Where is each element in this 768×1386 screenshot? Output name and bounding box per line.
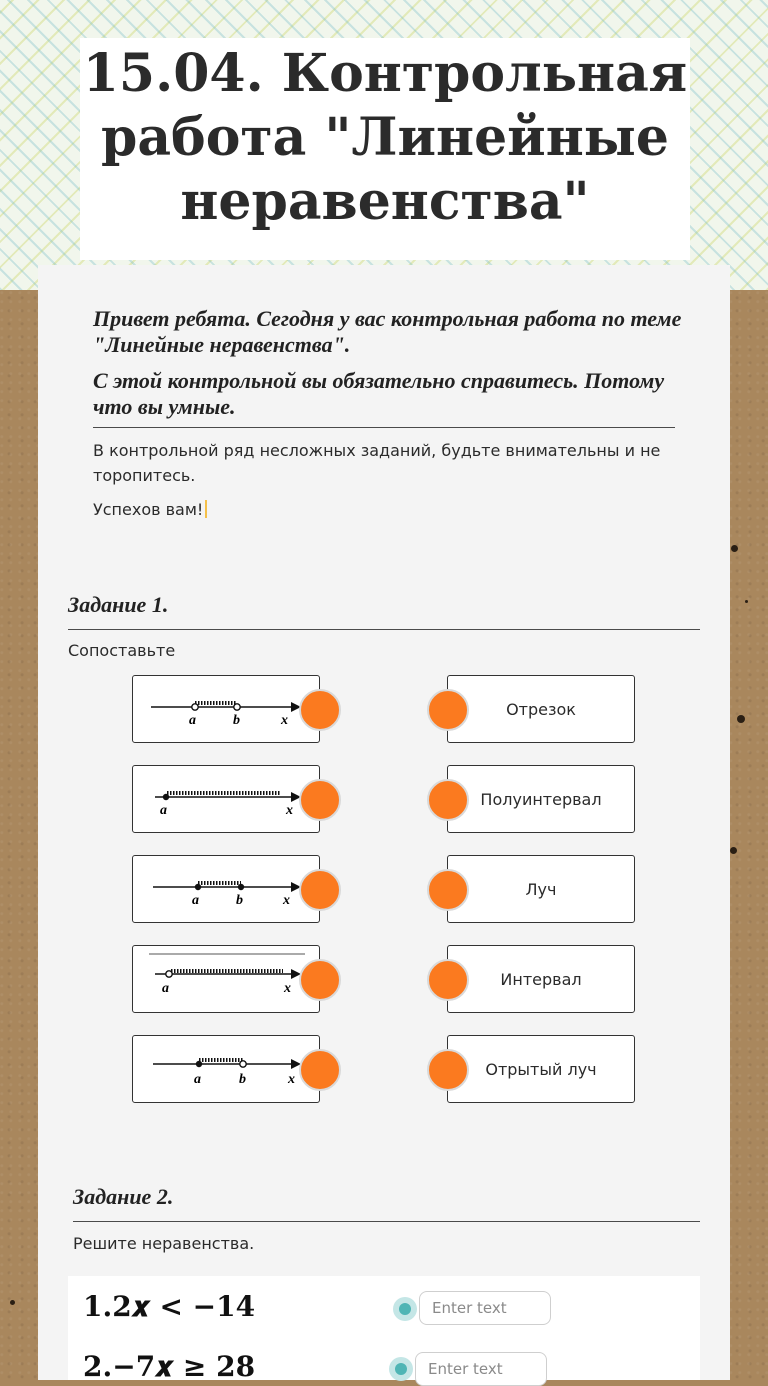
- match-left-connector-5[interactable]: [299, 1049, 341, 1091]
- tick-b: b: [239, 1072, 246, 1087]
- divider: [93, 427, 675, 428]
- task1-divider: [68, 629, 700, 630]
- match-right-card-2[interactable]: [447, 765, 635, 833]
- tick-x: x: [281, 713, 288, 728]
- answer-marker-1[interactable]: [393, 1297, 417, 1321]
- match-right-card-4[interactable]: [447, 945, 635, 1013]
- match-right-card-5[interactable]: [447, 1035, 635, 1103]
- match-right-connector-1[interactable]: [427, 689, 469, 731]
- tick-x: x: [284, 981, 291, 996]
- match-right-card-1[interactable]: [447, 675, 635, 743]
- intro-paragraph: В контрольной ряд несложных заданий, будьте внимательны и не торопитесь.: [93, 441, 661, 485]
- match-right-label-3: Луч: [525, 879, 557, 899]
- wish-text: Успехов вам!: [93, 500, 204, 519]
- task2-title: Задание 2.: [73, 1184, 174, 1209]
- match-left-connector-1[interactable]: [299, 689, 341, 731]
- number-line-figure-4: [133, 946, 321, 1014]
- tick-x: x: [283, 893, 290, 908]
- answer-input-1[interactable]: [419, 1291, 551, 1325]
- match-left-card-2[interactable]: [132, 765, 320, 833]
- match-right-connector-3[interactable]: [427, 869, 469, 911]
- match-right-connector-5[interactable]: [427, 1049, 469, 1091]
- match-left-card-1[interactable]: [132, 675, 320, 743]
- tick-b: b: [236, 893, 243, 908]
- match-left-card-5[interactable]: [132, 1035, 320, 1103]
- tick-x: x: [288, 1072, 295, 1087]
- number-line-figure-1: [133, 676, 321, 744]
- intro-wish: [93, 497, 683, 522]
- cork-speck: [737, 715, 745, 723]
- number-line-figure-2: [133, 766, 321, 834]
- number-line-figure-5: [133, 1036, 321, 1104]
- cork-speck: [10, 1300, 15, 1305]
- text-cursor: [205, 500, 207, 518]
- greeting-line-2: С этой контрольной вы обязательно справитесь. Потому что вы умные.: [93, 368, 665, 419]
- tick-x: x: [286, 803, 293, 818]
- match-right-label-4: Интервал: [500, 969, 582, 989]
- answer-marker-2[interactable]: [389, 1357, 413, 1381]
- tick-b: b: [233, 713, 240, 728]
- match-left-card-3[interactable]: [132, 855, 320, 923]
- match-right-card-3[interactable]: [447, 855, 635, 923]
- tick-a: a: [160, 803, 167, 818]
- cork-speck: [730, 847, 737, 854]
- equation-2: 2.−7𝒙 ≥ 28: [83, 1350, 256, 1383]
- task2-divider: [73, 1221, 700, 1222]
- equation-1: 1.2𝒙 < −14: [83, 1290, 256, 1323]
- number-line-figure-3: [133, 856, 321, 924]
- tick-a: a: [162, 981, 169, 996]
- task1-title: Задание 1.: [68, 592, 169, 617]
- tick-a: a: [189, 713, 196, 728]
- cork-speck: [745, 600, 748, 603]
- match-right-label-2: Полуинтервал: [480, 789, 602, 809]
- answer-input-2[interactable]: [415, 1352, 547, 1386]
- match-left-card-4[interactable]: [132, 945, 320, 1013]
- page-title: 15.04. Контрольная работа "Линейные неравенства": [82, 43, 688, 232]
- tick-a: a: [192, 893, 199, 908]
- match-right-connector-4[interactable]: [427, 959, 469, 1001]
- match-left-connector-4[interactable]: [299, 959, 341, 1001]
- match-right-connector-2[interactable]: [427, 779, 469, 821]
- tick-a: a: [194, 1072, 201, 1087]
- match-right-label-5: Отрытый луч: [485, 1059, 597, 1079]
- match-left-connector-3[interactable]: [299, 869, 341, 911]
- cork-speck: [731, 545, 738, 552]
- match-right-label-1: Отрезок: [506, 699, 576, 719]
- greeting-line-1: Привет ребята. Сегодня у вас контрольная работа по теме "Линейные неравенства".: [93, 306, 682, 357]
- match-left-connector-2[interactable]: [299, 779, 341, 821]
- task1-instruction: Сопоставьте: [68, 641, 176, 660]
- task2-instruction: Решите неравенства.: [73, 1234, 255, 1253]
